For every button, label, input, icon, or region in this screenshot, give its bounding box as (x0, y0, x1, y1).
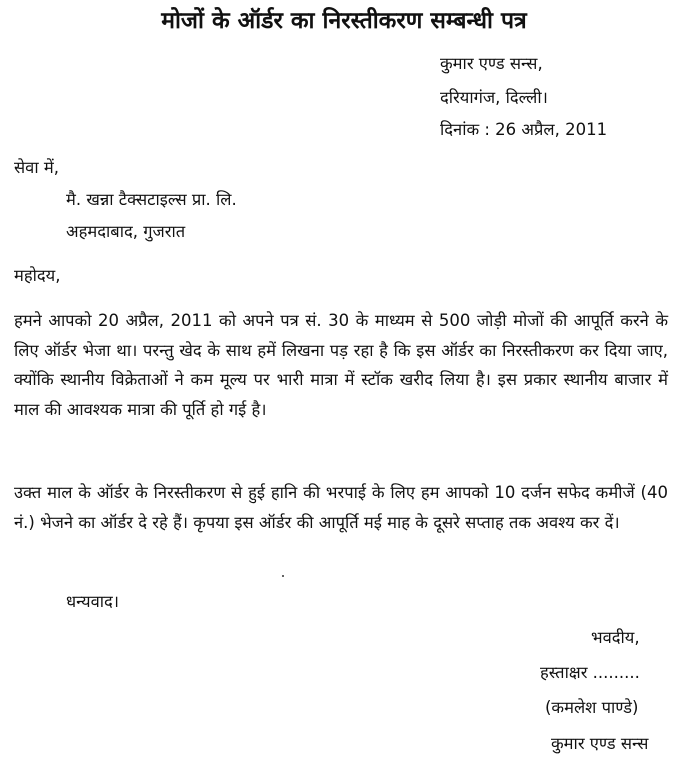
recipient-name: मै. खन्ना टैक्सटाइल्स प्रा. लि. (66, 190, 237, 209)
sender-name: कुमार एण्ड सन्स, (440, 54, 543, 73)
stray-dot (282, 575, 284, 577)
signer-name: (कमलेश पाण्डे) (545, 698, 639, 717)
greeting: महोदय, (14, 266, 61, 285)
letter-title: मोजों के ऑर्डर का निरस्तीकरण सम्बन्धी पत्र (161, 8, 527, 34)
sender-address: दरियागंज, दिल्ली। (440, 88, 548, 107)
letter-date: दिनांक : 26 अप्रैल, 2011 (440, 120, 608, 139)
thanks: धन्यवाद। (66, 592, 120, 611)
body-paragraph-1: हमने आपको 20 अप्रैल, 2011 को अपने पत्र सं. 30 के माध्यम से 500 जोड़ी मोजों की आपूर्ति करने के लिए ऑर्डर भेजा था। परन्तु खेद के साथ हमें लिखना पड़ रहा है कि इस ऑर्डर का निरस्तीकरण कर दिया जाए, क्योंकि स्थानीय विक्रेताओं ने कम मूल्य पर भारी मात्रा में स्टॉक खरीद लिया है। इस प्रकार स्थानीय बाजार में माल की आवश्यक मात्रा की पूर्ति हो गई है। (14, 311, 668, 419)
body-paragraph-2: उक्त माल के ऑर्डर के निरस्तीकरण से हुई हानि की भरपाई के लिए हम आपको 10 दर्जन सफेद कमीजें (40 नं.) भेजने का ऑर्डर दे रहे हैं। कृपया इस ऑर्डर की आपूर्ति मई माह के दूसरे सप्ताह तक अवश्य कर दें। (14, 483, 668, 532)
salutation-to: सेवा में, (14, 158, 59, 177)
signature-line: हस्ताक्षर ......... (540, 663, 640, 682)
signer-firm: कुमार एण्ड सन्स (551, 734, 649, 753)
recipient-city: अहमदाबाद, गुजरात (66, 222, 186, 241)
closing-regards: भवदीय, (591, 628, 640, 647)
